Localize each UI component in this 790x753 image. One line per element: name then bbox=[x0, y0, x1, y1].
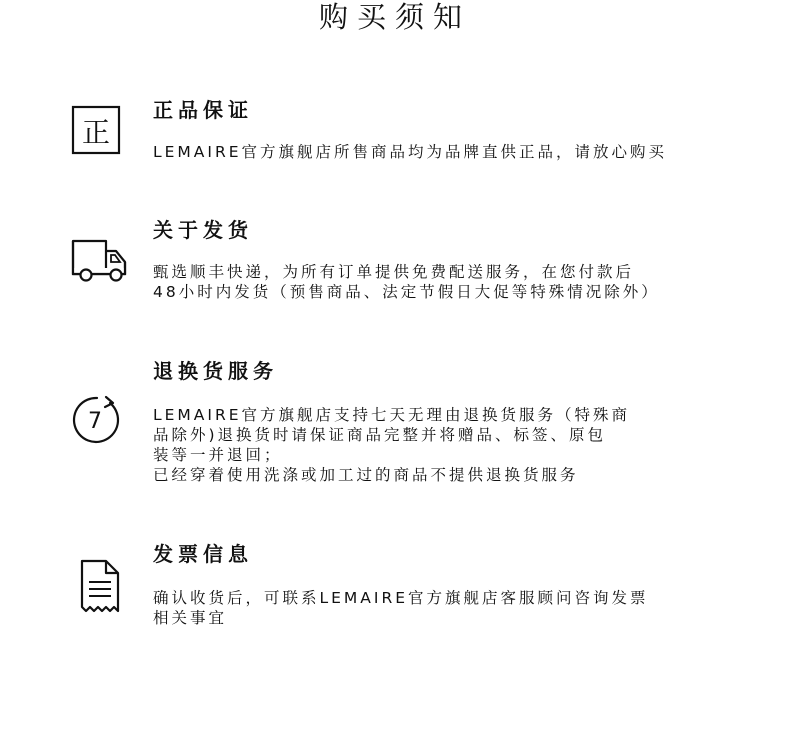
section-title: 关于发货 bbox=[153, 218, 253, 242]
body-line: 已经穿着使用洗涤或加工过的商品不提供退换货服务 bbox=[153, 466, 579, 484]
section-body bbox=[153, 142, 753, 162]
body-line: 相关事宜 bbox=[153, 609, 228, 627]
body-line: 甄选顺丰快递，为所有订单提供免费配送服务，在您付款后 bbox=[153, 263, 635, 281]
body-line: LEMAIRE官方旗舰店所售商品均为品牌直供正品，请放心购买 bbox=[153, 143, 668, 161]
seven-day-return-icon bbox=[70, 395, 126, 451]
section-title: 发票信息 bbox=[153, 542, 253, 566]
body-line: LEMAIRE官方旗舰店支持七天无理由退换货服务（特殊商 bbox=[153, 406, 631, 424]
invoice-receipt-icon bbox=[78, 558, 134, 614]
body-line: 48小时内发货（预售商品、法定节假日大促等特殊情况除外） bbox=[153, 283, 660, 301]
return-days-glyph: 7 bbox=[88, 409, 102, 434]
body-line: 确认收货后，可联系LEMAIRE官方旗舰店客服顾问咨询发票 bbox=[153, 589, 649, 607]
section-title: 正品保证 bbox=[153, 98, 253, 122]
page-title: 购买须知 bbox=[318, 0, 471, 34]
delivery-truck-icon bbox=[70, 238, 126, 294]
body-line: 品除外)退换货时请保证商品完整并将赠品、标签、原包 bbox=[153, 426, 607, 444]
genuine-badge-icon bbox=[70, 104, 126, 160]
section-body bbox=[153, 588, 753, 628]
section-body bbox=[153, 262, 753, 302]
genuine-badge-glyph: 正 bbox=[81, 116, 111, 149]
body-line: 装等一并退回； bbox=[153, 446, 283, 464]
section-title: 退换货服务 bbox=[153, 359, 278, 383]
section-body bbox=[153, 405, 753, 485]
